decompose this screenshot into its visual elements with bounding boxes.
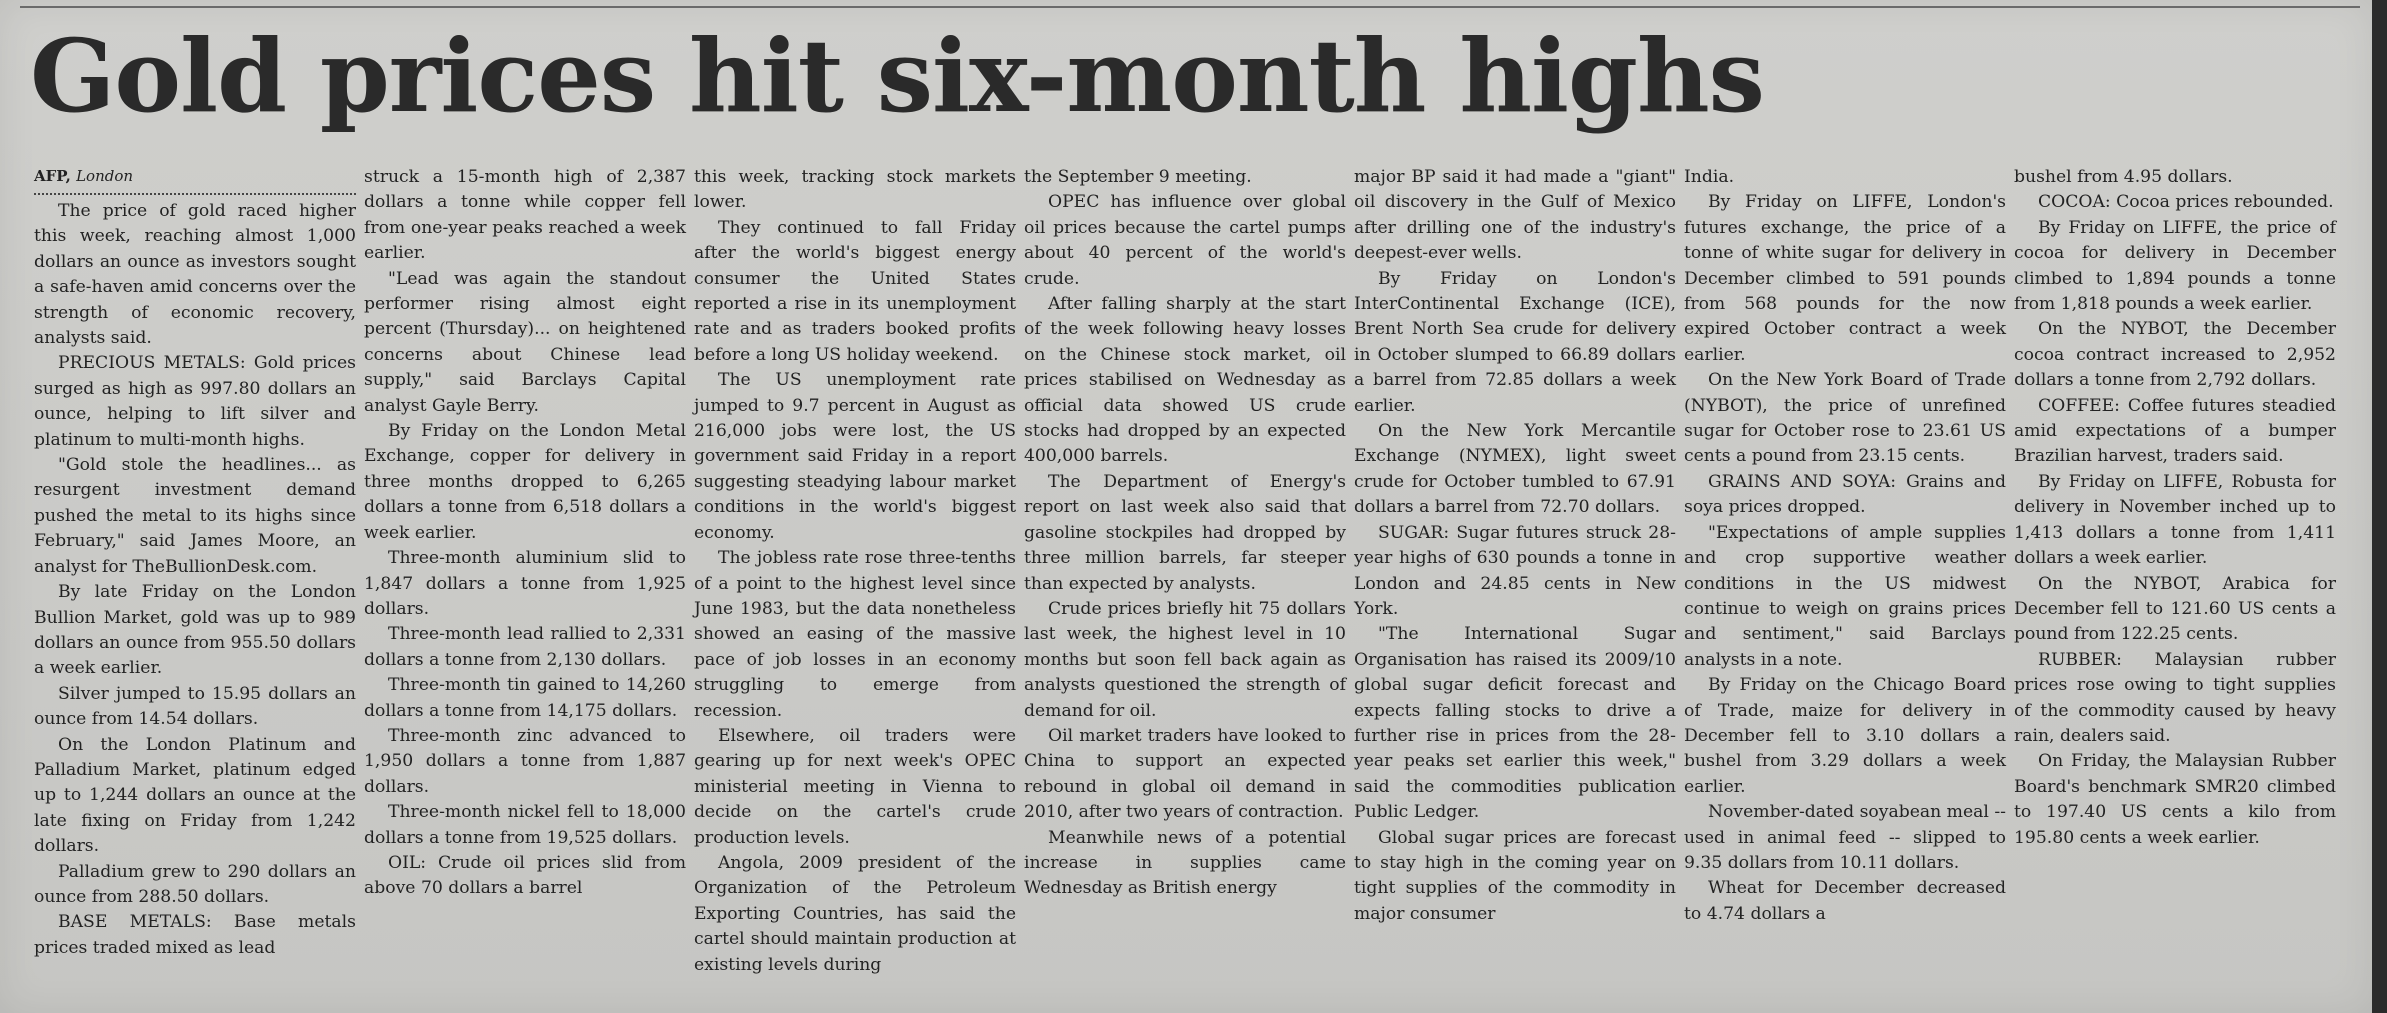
paragraph: "Gold stole the headlines... as resurgent investment demand pushed the metal to its highs since February," said James Moore, an analyst for TheBullionDesk.com. [34,455,356,577]
paragraph: Three-month nickel fell to 18,000 dollars a tonne from 19,525 dollars. [364,802,686,848]
paragraph: OIL: Crude oil prices slid from above 70 dollars a barrel [364,852,686,899]
paragraph: Global sugar prices are forecast to stay high in the coming year on tight supplies of the commodity in major consumer [1354,827,1676,924]
top-rule [20,6,2360,8]
paragraph: The Department of Energy's report on last week also said that gasoline stockpiles had dropped by three million barrels, far steeper than expected by analysts. [1024,471,1346,594]
paragraph: Three-month lead rallied to 2,331 dollars a tonne from 2,130 dollars. [364,624,686,670]
paragraph: By Friday on LIFFE, London's futures exchange, the price of a tonne of white sugar for delivery in December climbed to 591 pounds from 568 pounds for the now expired October contract a week earlier. [1684,192,2006,365]
column-7 [2010,165,2340,995]
paragraph: On Friday, the Malaysian Rubber Board's benchmark SMR20 climbed to 197.40 US cents a kilo from 195.80 cents a week earlier. [2014,751,2336,848]
paragraph: struck a 15-month high of 2,387 dollars a tonne while copper fell from one-year peaks reached a week earlier. [364,167,686,264]
paragraph: Angola, 2009 president of the Organization of the Petroleum Exporting Countries, has said the cartel should maintain production at existing levels during [694,852,1016,975]
paragraph: The US unemployment rate jumped to 9.7 percent in August as 216,000 jobs were lost, the US government said Friday in a report suggesting steadying labour market conditions in the world's biggest economy. [694,370,1016,543]
paragraph: By late Friday on the London Bullion Market, gold was up to 989 dollars an ounce from 955.50 dollars a week earlier. [34,582,356,679]
column-3 [690,165,1020,995]
article-body [30,165,2340,995]
column-5 [1350,165,1680,995]
paragraph: By Friday on the London Metal Exchange, copper for delivery in three months dropped to 6,265 dollars a tonne from 6,518 dollars a week earlier. [364,421,686,543]
paragraph: By Friday on the Chicago Board of Trade, maize for delivery in December fell to 3.10 dollars a bushel from 3.29 dollars a week earlier. [1684,675,2006,797]
paragraph: RUBBER: Malaysian rubber prices rose owing to tight supplies of the commodity caused by heavy rain, dealers said. [2014,649,2336,746]
paragraph: COFFEE: Coffee futures steadied amid expectations of a bumper Brazilian harvest, traders said. [2014,395,2336,467]
paragraph: this week, tracking stock markets lower. [694,167,1016,213]
paragraph: By Friday on London's InterContinental Exchange (ICE), Brent North Sea crude for delivery in October slumped to 66.89 dollars a barrel from 72.85 dollars a week earlier. [1354,268,1676,416]
paragraph: COCOA: Cocoa prices rebounded. [2038,192,2334,213]
column-1 [30,165,360,995]
paragraph: On the NYBOT, the December cocoa contract increased to 2,952 dollars a tonne from 2,792 dollars. [2014,319,2336,391]
paragraph: "Lead was again the standout performer rising almost eight percent (Thursday)... on heightened concerns about Chinese lead supply," said Barclays Capital analyst Gayle Berry. [364,268,686,416]
paragraph: The price of gold raced higher this week, reaching almost 1,000 dollars an ounce as investors sought a safe-haven amid concerns over the strength of economic recovery, analysts said. [34,201,356,349]
paragraph: Silver jumped to 15.95 dollars an ounce from 14.54 dollars. [34,683,356,730]
column-2 [360,165,690,995]
paragraph: Oil market traders have looked to China to support an expected rebound in global oil demand in 2010, after two years of contraction. [1024,725,1346,823]
paragraph: The jobless rate rose three-tenths of a point to the highest level since June 1983, but the data nonetheless showed an easing of the massive pace of job losses in an economy struggling to emerge from recession. [694,548,1016,721]
byline [34,165,356,187]
paragraph: On the New York Mercantile Exchange (NYMEX), light sweet crude for October tumbled to 67.91 dollars a barrel from 72.70 dollars. [1354,421,1676,518]
paragraph: SUGAR: Sugar futures struck 28-year highs of 630 pounds a tonne in London and 24.85 cents in New York. [1354,522,1676,619]
paragraph: On the New York Board of Trade (NYBOT), the price of unrefined sugar for October rose to 23.61 US cents a pound from 23.15 cents. [1684,370,2006,467]
paragraph: Three-month aluminium slid to 1,847 dollars a tonne from 1,925 dollars. [364,548,686,619]
paragraph: PRECIOUS METALS: Gold prices surged as high as 997.80 dollars an ounce, helping to lift silver and platinum to multi-month highs. [34,353,356,450]
paragraph: the September 9 meeting. [1024,167,1252,187]
paragraph: India. [1684,167,1735,187]
paragraph: Crude prices briefly hit 75 dollars last week, the highest level in 10 months but soon fell back again as analysts questioned the strength of demand for oil. [1024,598,1346,721]
paragraph: Three-month zinc advanced to 1,950 dollars a tonne from 1,887 dollars. [364,725,686,797]
paragraph: GRAINS AND SOYA: Grains and soya prices dropped. [1684,471,2006,518]
byline-divider [34,191,356,195]
paragraph: November-dated soyabean meal -- used in animal feed -- slipped to 9.35 dollars from 10.11 dollars. [1684,802,2006,873]
paragraph: Elsewhere, oil traders were gearing up for next week's OPEC ministerial meeting in Vienna to decide on the cartel's crude production levels. [694,725,1016,848]
paragraph: Meanwhile news of a potential increase in supplies came Wednesday as British energy [1024,827,1346,899]
paragraph: "Expectations of ample supplies and crop supportive weather conditions in the US midwest continue to weigh on grains prices and sentiment," said Barclays analysts in a note. [1684,522,2006,670]
page-edge-shadow [2372,0,2387,1013]
paragraph: Palladium grew to 290 dollars an ounce from 288.50 dollars. [34,861,356,907]
paragraph: major BP said it had made a "giant" oil discovery in the Gulf of Mexico after drilling one of the industry's deepest-ever wells. [1354,167,1676,264]
byline-agency: AFP, [34,167,71,185]
paragraph: On the NYBOT, Arabica for December fell to 121.60 US cents a pound from 122.25 cents. [2014,573,2336,645]
paragraph: "The International Sugar Organisation has raised its 2009/10 global sugar deficit forecast and expects falling stocks to drive a further rise in prices from the 28-year peaks set earlier this week," said the commodities publication Public Ledger. [1354,624,1676,823]
paragraph: Three-month tin gained to 14,260 dollars a tonne from 14,175 dollars. [364,675,686,721]
column-4 [1020,165,1350,995]
paragraph: OPEC has influence over global oil prices because the cartel pumps about 40 percent of the world's crude. [1024,192,1346,289]
paragraph: bushel from 4.95 dollars. [2014,167,2233,187]
byline-location: London [76,167,134,185]
paragraph: By Friday on LIFFE, the price of cocoa for delivery in December climbed to 1,894 pounds a tonne from 1,818 pounds a week earlier. [2014,217,2336,315]
paragraph: After falling sharply at the start of the week following heavy losses on the Chinese stock market, oil prices stabilised on Wednesday as official data showed US crude stocks had dropped by an expected 400,000 barrels. [1024,294,1346,467]
paragraph: BASE METALS: Base metals prices traded mixed as lead [34,912,356,958]
paragraph: Wheat for December decreased to 4.74 dollars a [1684,878,2006,924]
paragraph: By Friday on LIFFE, Robusta for delivery in November inched up to 1,413 dollars a tonne from 1,411 dollars a week earlier. [2014,471,2336,569]
column-6 [1680,165,2010,995]
paragraph: On the London Platinum and Palladium Market, platinum edged up to 1,244 dollars an ounce at the late fixing on Friday from 1,242 dollars. [34,734,356,857]
headline: Gold prices hit six-month highs [30,17,1764,135]
paragraph: They continued to fall Friday after the world's biggest energy consumer the United States reported a rise in its unemployment rate and as traders booked profits before a long US holiday weekend. [694,217,1016,365]
